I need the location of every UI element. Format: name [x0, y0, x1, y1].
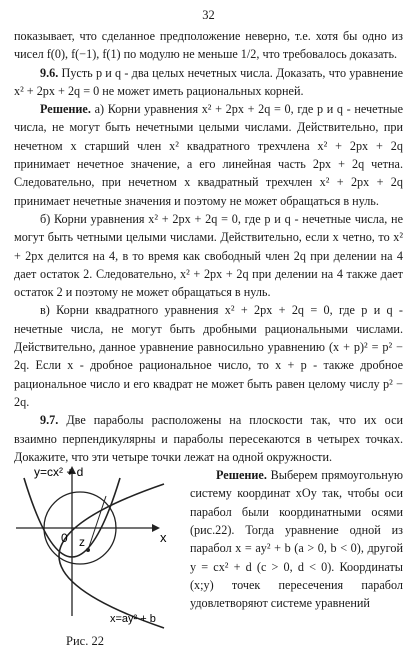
- label-origin: 0: [61, 531, 68, 546]
- problem-9-7: [14, 411, 403, 466]
- problem-text: Пусть p и q - два целых нечетных числа. Доказать, что уравнение x² + 2px + 2q = 0 не может иметь рациональных корней.: [14, 65, 404, 98]
- problem-9-6: [14, 64, 403, 101]
- solution-a-text: а) Корни уравнения x² + 2px + 2q = 0, где p и q - нечетные числа, не могут быть нечетными целыми числами. Действительно, при нечетном x старший член x² квадратного трехчлена x² + 2px + 2q принимает нечетное значение, а его линейная часть 2px + 2q четна. Следовательно, при нечетном x квадратный трехчлен x² + 2px + 2q принимает нечетные значения и поэтому не может обращаться в нуль.: [14, 102, 404, 208]
- x-axis-arrow: [152, 524, 160, 532]
- label-parabola-up: y=cx² + d: [34, 466, 84, 480]
- label-parabola-side: x=ay² + b: [110, 613, 156, 626]
- page-number: 32: [202, 8, 215, 22]
- problem-number: 9.6.: [40, 65, 59, 80]
- solution-a: [14, 100, 403, 210]
- side-text: Выберем прямоугольную систему координат xOy так, чтобы оси парабол были координатными осями (рис.22). Тогда уравнение одной из парабол x = ay² + b (a > 0, b < 0), другой y = cx² + d (c > 0, d < 0). Координаты (x;y) точек пересечения парабол удовлетворяют системе уравнений: [190, 468, 403, 611]
- label-z: z: [79, 535, 85, 550]
- solution-c: в) Корни квадратного уравнения x² + 2px + 2q = 0, где p и q - нечетные числа, не могут быть дробными рациональными числами. Действительно, данное уравнение равносильно уравнению (x + p)² = p² − 2q. Если x - дробное рациональное число, то x + p - также дробное рациональное число и его квадрат не может быть равен целому числу p² − 2q.: [14, 303, 403, 409]
- parabolas-figure: [14, 466, 184, 634]
- figure-caption: Рис. 22: [66, 634, 104, 649]
- label-x-axis: x: [160, 530, 167, 546]
- solution-label: Решение.: [40, 102, 91, 117]
- problem-number: 9.7.: [40, 413, 59, 428]
- side-paragraph: [190, 466, 403, 612]
- figure-row: [14, 466, 403, 654]
- paragraph-continuation: показывает, что сделанное предположение неверно, т.е. хотя бы одно из чисел f(0), f(−1), f(1) по модулю не меньше 1/2, что требовалось доказать.: [14, 29, 403, 62]
- solution-label: Решение.: [216, 468, 267, 483]
- figure-22: [14, 466, 184, 654]
- figure-side-text: [184, 466, 403, 654]
- solution-b: б) Корни уравнения x² + 2px + 2q = 0, где p и q - нечетные числа, не могут быть четными целыми числами. Действительно, если x четно, то x² + 2px делится на 4, в то время как свободный член 2q при делении на 4 дает остаток 2. Следовательно, x² + 2px + 2q при делении на 4 также дает остаток 2 и поэтому не может обращаться в нуль.: [14, 211, 403, 300]
- problem-text: Две параболы расположены на плоскости так, что их оси взаимно перпендикулярны и параболы пересекаются в четырех точках. Докажите, что эти четыре точки лежат на одной окружности.: [14, 413, 403, 464]
